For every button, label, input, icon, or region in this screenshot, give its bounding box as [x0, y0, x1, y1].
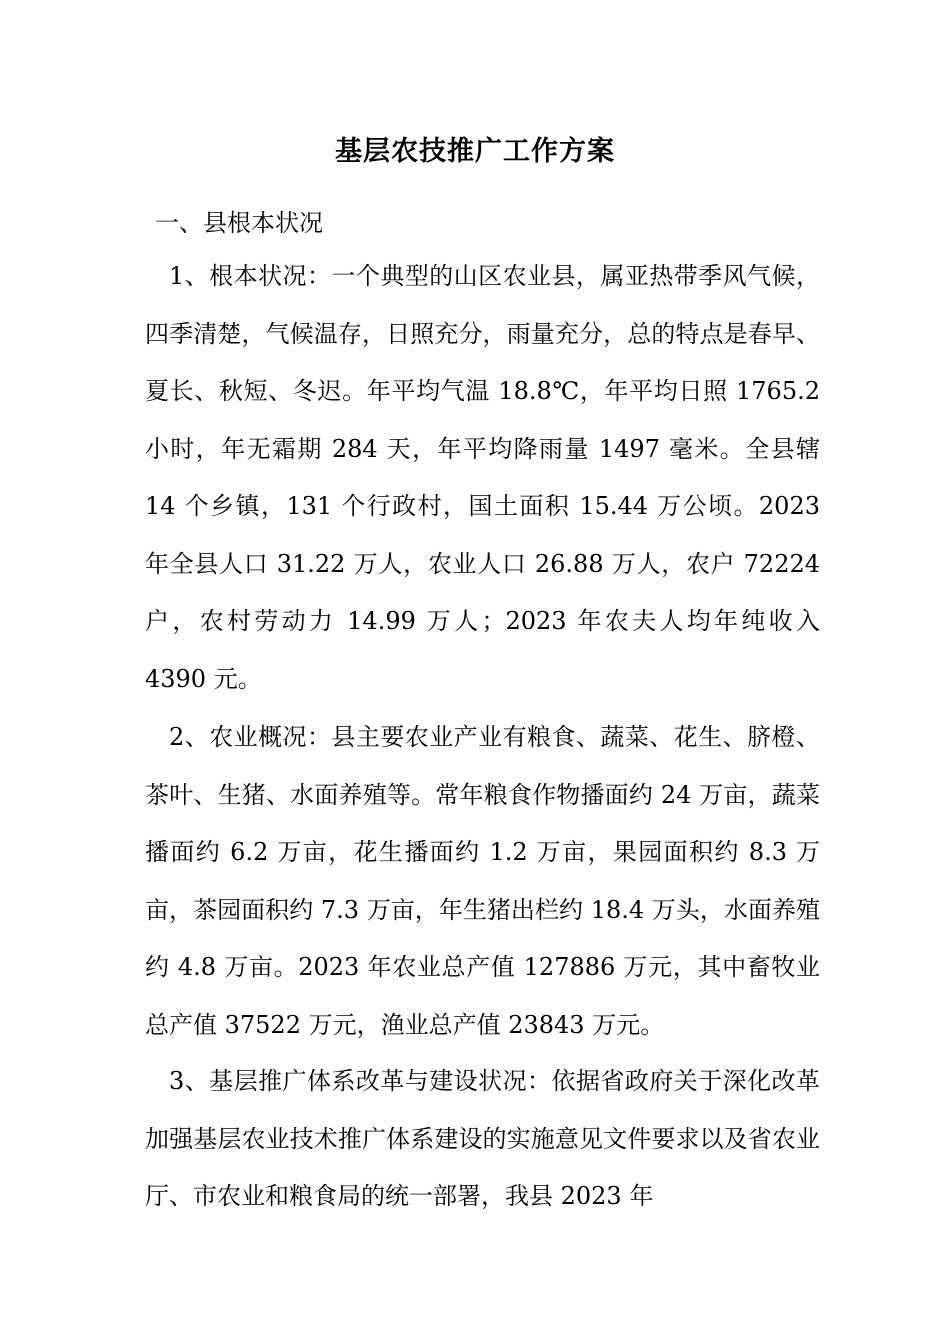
section-heading: 一、县根本状况 [155, 209, 323, 237]
document-title: 基层农技推广工作方案 [335, 136, 615, 167]
paragraph-agriculture-overview: 2、农业概况：县主要农业产业有粮食、蔬菜、花生、脐橙、茶叶、生猪、水面养殖等。常年粮食作物播面约 24 万亩，蔬菜播面约 6.2 万亩，花生播面约 1.2 万亩，果园面积约 8.3 万亩，茶园面积约 7.3 万亩，年生猪出栏约 18.4 万头，水面养殖约 4.8 万亩。2023 年农业总产值 127886 万元，其中畜牧业总产值 37522 万元，渔业总产值 23843 万元。 [145, 723, 820, 1039]
paragraph-extension-system: 3、基层推广体系改革与建设状况：依据省政府关于深化改革加强基层农业技术推广体系建设的实施意见文件要求以及省农业厅、市农业和粮食局的统一部署，我县 2023 年 [145, 1067, 820, 1210]
paragraph-basic-situation: 1、根本状况：一个典型的山区农业县，属亚热带季风气候，四季清楚，气候温存，日照充分，雨量充分，总的特点是春早、夏长、秋短、冬迟。年平均气温 18.8℃，年平均日照 1765.2 小时，年无霜期 284 天，年平均降雨量 1497 毫米。全县辖 14 个乡镇，131 个行政村，国土面积 15.44 万公顷。2023 年全县人口 31.22 万人，农业人口 26.88 万人，农户 72224 户，农村劳动力 14.99 万人；2023 年农夫人均年纯收入 4390 元。 [145, 262, 820, 693]
